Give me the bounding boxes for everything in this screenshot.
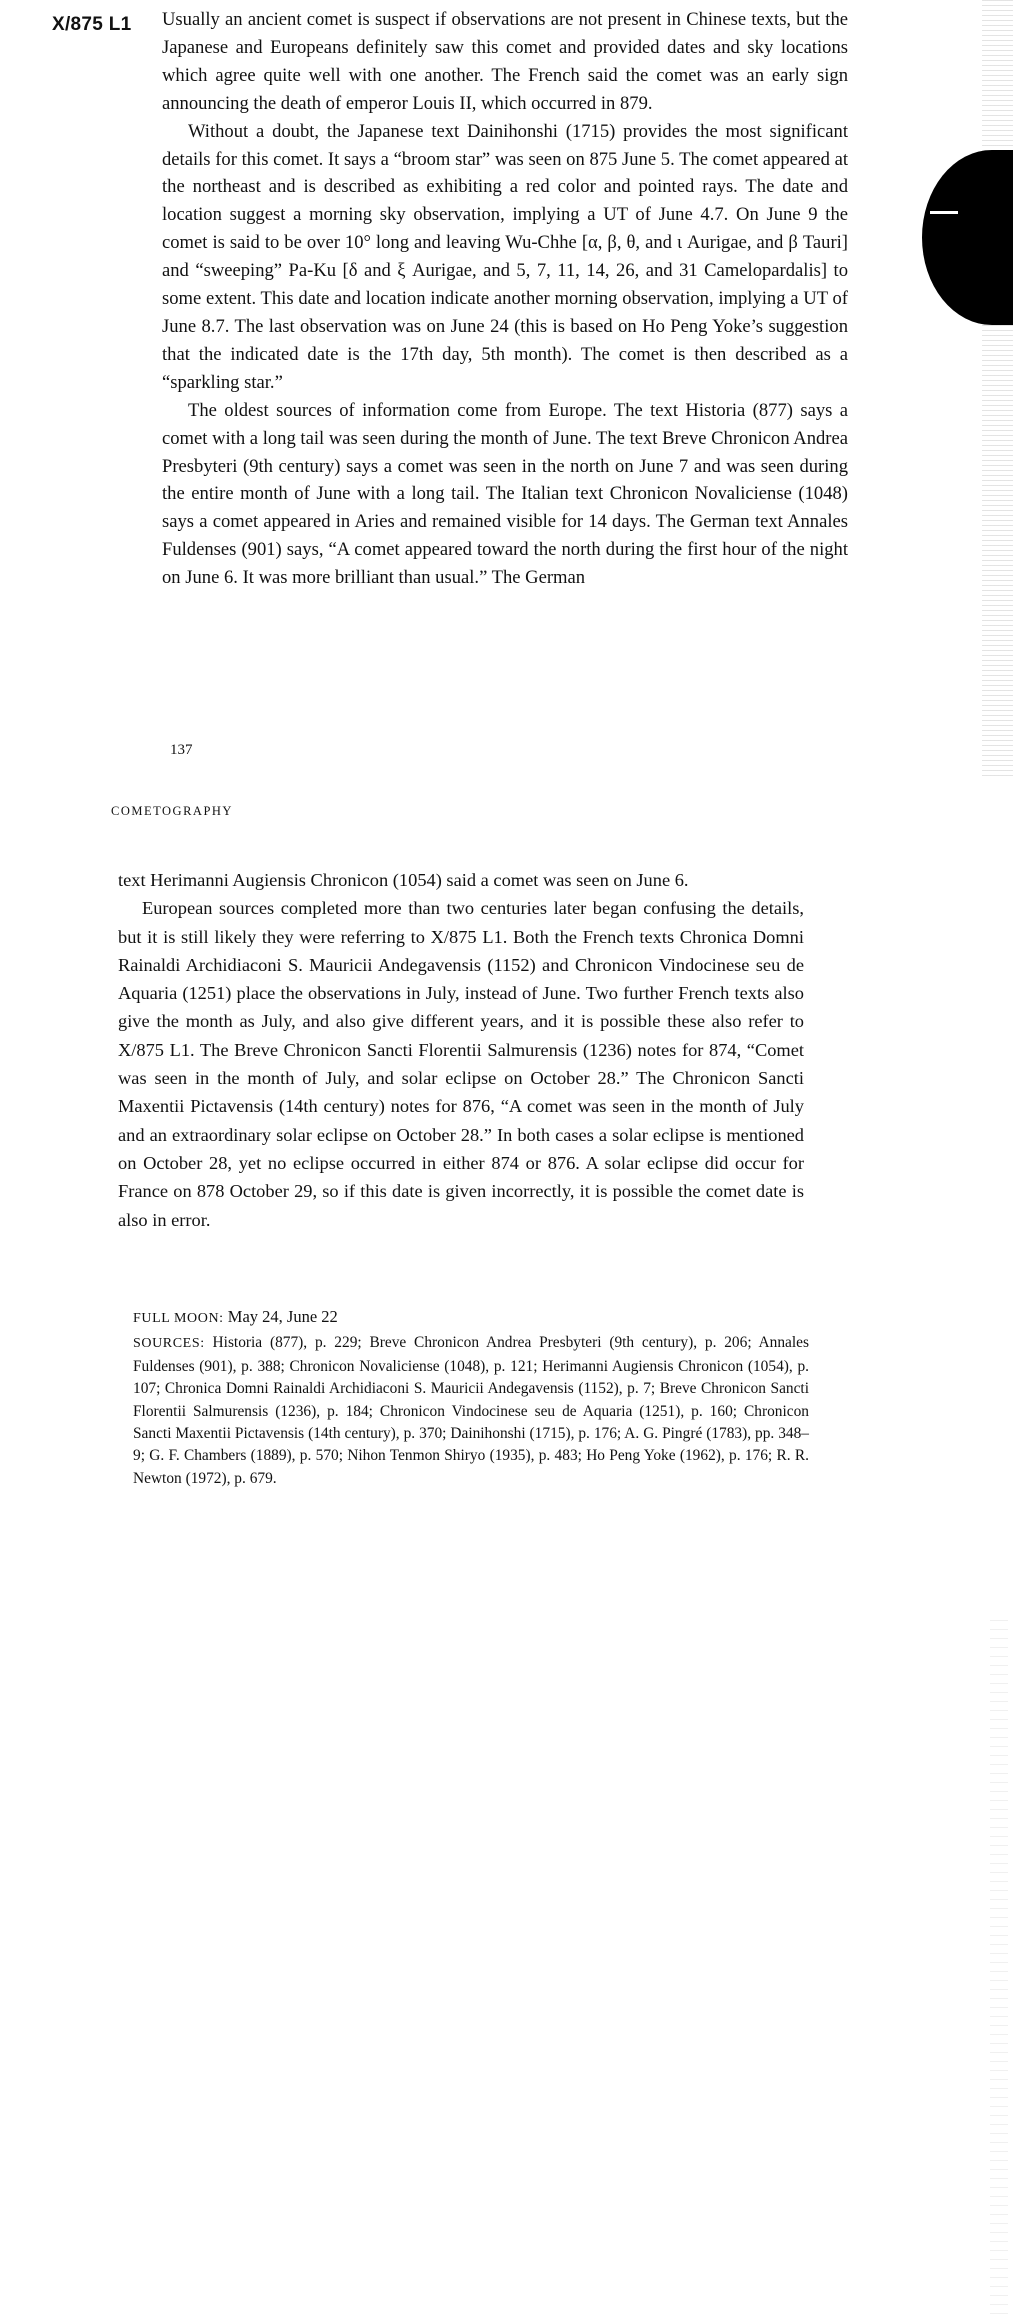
upper-page <box>0 0 1013 800</box>
paragraph-4: text Herimanni Augiensis Chronicon (1054) said a comet was seen on June 6. <box>118 870 689 890</box>
paragraph-3: The oldest sources of information come from Europe. The text Historia (877) says a comet with a long tail was seen during the month of June. The text Breve Chronicon Andrea Presbyteri (9th century) says a comet was seen in the north on June 7 and was seen during the entire month of June with a long tail. The Italian text Chronicon Novaliciense (1048) says a comet appeared in Aries and remained visible for 14 days. The German text Annales Fuldenses (901) says, “A comet appeared toward the north during the first hour of the night on June 6. It was more brilliant than usual.” The German <box>162 399 848 589</box>
sources-label: SOURCES: <box>133 1336 205 1352</box>
full-moon-line <box>133 1306 809 1330</box>
scan-edge-noise-lower <box>990 1620 1008 2320</box>
running-head: COMETOGRAPHY <box>111 804 233 818</box>
notes-block <box>133 1306 809 1490</box>
paragraph-2: Without a doubt, the Japanese text Dainihonshi (1715) provides the most significant details for this comet. It says a “broom star” was seen on 875 June 5. The comet appeared at the northeast and is described as exhibiting a red color and pointed rays. The date and location suggest a morning sky observation, implying a UT of June 4.7. On June 9 the comet is said to be over 10° long and leaving Wu-Chhe [α, β, θ, and ι Aurigae, and β Tauri] and “sweeping” Pa-Ku [δ and ξ Aurigae, and 5, 7, 11, 14, 26, and 31 Camelopardalis] to some extent. This date and location indicate another morning observation, implying a UT of June 8.7. The last observation was on June 24 (this is based on Ho Peng Yoke’s suggestion that the indicated date is the 17th day, 5th month). The comet is then described as a “sparkling star.” <box>162 120 848 393</box>
paragraph-1: Usually an ancient comet is suspect if observations are not present in Chinese texts, but the Japanese and Europeans definitely saw this comet and provided dates and sky locations which agree quite well with one another. The French said the comet was an early sign announcing the death of emperor Louis II, which occurred in 879. <box>162 9 848 114</box>
upper-text-column <box>162 6 848 592</box>
paragraph-5: European sources completed more than two centuries later began confusing the details, but it is still likely they were referring to X/875 L1. Both the French texts Chronica Domni Rainaldi Archidiaconi S. Mauricii Andegavensis (1152) and Chronicon Vindocinese seu de Aquaria (1251) place the observations in July, instead of June. Two further French texts also give the month as July, and also give different years, and it is possible these also refer to X/875 L1. The Breve Chronicon Sancti Florentii Salmurensis (1236) notes for 874, “Comet was seen in the month of July, and solar eclipse on October 28.” The Chronicon Sancti Maxentii Pictavensis (14th century) notes for 876, “A comet was seen in the month of July and an extraordinary solar eclipse on October 28.” In both cases a solar eclipse is mentioned on October 28, yet no eclipse occurred in either 874 or 876. A solar eclipse did occur for France on 878 October 29, so if this date is given incorrectly, it is possible the comet date is also in error. <box>118 898 804 1230</box>
sources-line <box>133 1332 809 1490</box>
lower-text-column <box>118 866 804 1234</box>
scan-edge-noise <box>982 0 1013 780</box>
full-moon-value: May 24, June 22 <box>227 1307 338 1326</box>
sources-value: Historia (877), p. 229; Breve Chronicon Andrea Presbyteri (9th century), p. 206; Annales Fuldenses (901), p. 388; Chronicon Novaliciense (1048), p. 121; Herimanni Augiensis Chronicon (1054), p. 107; Chronica Domni Rainaldi Archidiaconi S. Mauricii Andegavensis (1152), p. 7; Breve Chronicon Sancti Florentii Salmurensis (1236), p. 184; Chronicon Vindocinese seu de Aquaria (1251), p. 160; Chronicon Sancti Maxentii Pictavensis (14th century), p. 370; Dainihonshi (1715), p. 176; A. G. Pingré (1783), pp. 348–9; G. F. Chambers (1889), p. 570; Nihon Tenmon Shiryo (1935), p. 483; Ho Peng Yoke (1962), p. 176; R. R. Newton (1972), p. 679. <box>133 1334 809 1487</box>
full-moon-label: FULL MOON: <box>133 1311 224 1326</box>
comet-designation-heading: X/875 L1 <box>52 14 132 35</box>
scan-smear <box>930 211 958 214</box>
page-number: 137 <box>170 742 193 758</box>
